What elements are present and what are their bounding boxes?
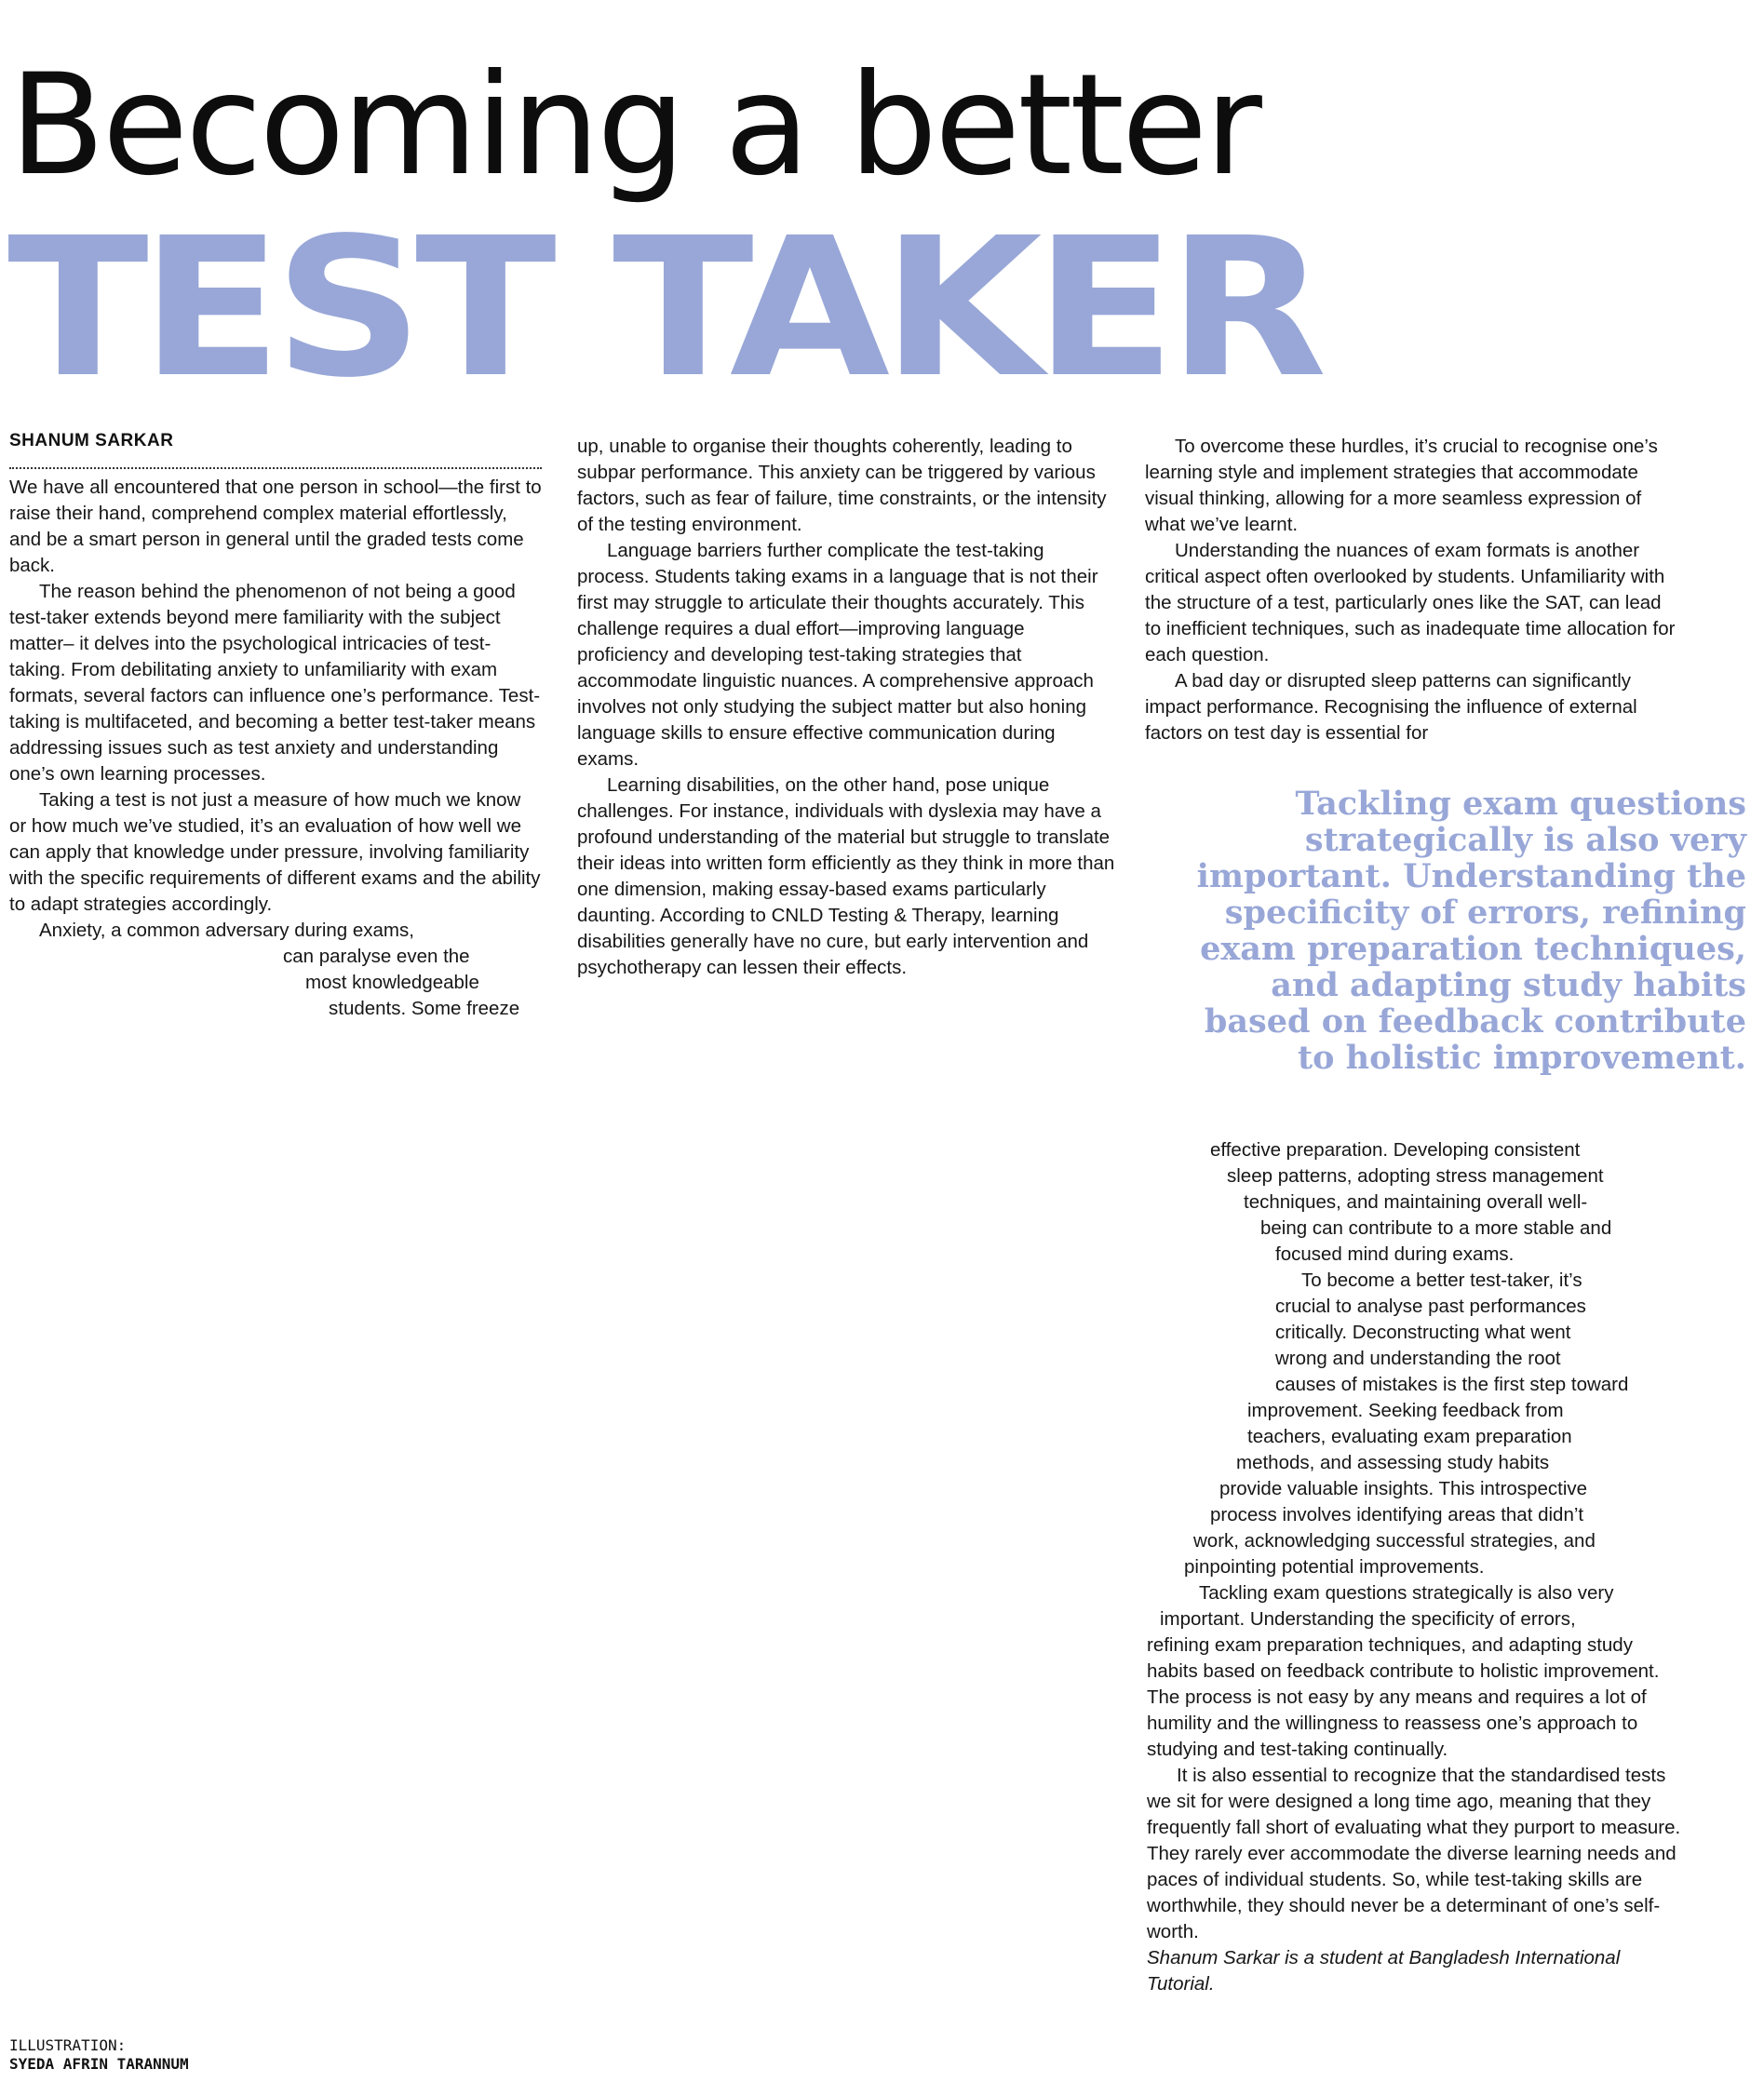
text-line: Tackling exam questions strategically is also very [1199,1582,1614,1604]
pull-quote: Tackling exam questions strategically is also very important. Understanding the specificity of errors, refining exam preparation techniques, and adapting study habits based on feedback contribute to holistic improvement. [1196,785,1746,1077]
text-line: causes of mistakes is the first step toward [1275,1374,1629,1395]
paragraph [1147,1137,1681,1268]
text-line: wrong and understanding the root [1275,1348,1561,1369]
text-line: can paralyse even the [283,946,470,967]
text-line: most knowledgeable [305,972,479,993]
text-line: being can contribute to a more stable and [1260,1217,1612,1239]
text-line: important. Understanding the specificity of errors, [1160,1608,1576,1630]
text-line: crucial to analyse past performances [1275,1296,1586,1317]
text-line: process involves identifying areas that didn’t [1210,1504,1584,1525]
text-line: provide valuable insights. This introspective [1219,1478,1588,1499]
text-line: teachers, evaluating exam preparation [1247,1426,1572,1447]
text-line: To become a better test-taker, it’s [1301,1270,1582,1291]
article-column-1 [9,475,542,1022]
text-line: Anxiety, a common adversary during exams, [39,920,414,941]
text-line: students. Some freeze [329,998,520,1019]
article-column-3-continued [1147,1137,1681,1997]
author-bio: Shanum Sarkar is a student at Bangladesh International Tutorial. [1147,1947,1621,1995]
paragraph: To overcome these hurdles, it’s crucial to recognise one’s learning style and implement strategies that accommodate visual thinking, allowing for a more seamless expression of what we’ve learnt. [1145,436,1658,535]
credit-name: SYEDA AFRIN TARANNUM [9,2055,189,2073]
paragraph: Taking a test is not just a measure of how much we know or how much we’ve studied, it’s an evaluation of how well we can apply that knowledge under pressure, involving familiarity with the specific requirements of different exams and the ability to adapt strategies accordingly. [9,789,541,915]
headline-line-1: Becoming a better [9,45,1259,207]
text-line: pinpointing potential improvements. [1184,1556,1485,1578]
credit-label: ILLUSTRATION: [9,2036,127,2054]
text-line: sleep patterns, adopting stress management [1227,1165,1604,1187]
paragraph: It is also essential to recognize that the standardised tests we sit for were designed a long time ago, meaning that they frequently fall short of evaluating what they purport to measure. They rarely ever accommodate the diverse learning needs and paces of individual students. So, while test-taking skills are worthwhile, they should never be a determinant of one’s self-worth. [1147,1765,1681,1942]
byline-divider [9,467,542,469]
paragraph: We have all encountered that one person in school—the first to raise their hand, comprehend complex material effortlessly, and be a smart person in general until the graded tests come back. [9,477,542,576]
paragraph [9,918,542,1022]
text-line: effective preparation. Developing consistent [1210,1139,1581,1161]
paragraph: Language barriers further complicate the test-taking process. Students taking exams in a language that is not their first may struggle to articulate their thoughts accurately. This challenge requires a dual effort—improving language proficiency and developing test-taking strategies that accommodate linguistic nuances. A comprehensive approach involves not only studying the subject matter but also honing language skills to ensure effective communication during exams. [577,540,1098,770]
paragraph: A bad day or disrupted sleep patterns can significantly impact performance. Recognising the influence of external factors on test day is essential for [1145,670,1637,744]
paragraph [1147,1580,1681,1763]
text-line: refining exam preparation techniques, and adapting study habits based on feedback contribute to holistic improvement. The process is not easy by any means and requires a lot of humility and the willingness to reassess one’s approach to studying and test-taking continually. [1147,1634,1660,1760]
paragraph: Learning disabilities, on the other hand, pose unique challenges. For instance, individuals with dyslexia may have a profound understanding of the material but struggle to translate their ideas into written form efficiently as they think in more than one dimension, making essay-based exams particularly daunting. According to CNLD Testing & Therapy, learning disabilities generally have no cure, but early intervention and psychotherapy can lessen their effects. [577,774,1115,978]
text-line: critically. Deconstructing what went [1275,1322,1571,1343]
paragraph: up, unable to organise their thoughts coherently, leading to subpar performance. This anxiety can be triggered by various factors, such as fear of failure, time constraints, or the intensity of the testing environment. [577,436,1107,535]
paragraph: Understanding the nuances of exam formats is another critical aspect often overlooked by students. Unfamiliarity with the structure of a test, particularly ones like the SAT, can lead to inefficient techniques, such as inadequate time allocation for each question. [1145,540,1676,665]
article-column-2 [577,434,1119,981]
paragraph: The reason behind the phenomenon of not being a good test-taker extends beyond mere familiarity with the subject matter– it delves into the psychological intricacies of test-taking. From debilitating anxiety to unfamiliarity with exam formats, several factors can influence one’s performance. Test-taking is multifaceted, and becoming a better test-taker means addressing issues such as test anxiety and understanding one’s own learning processes. [9,581,541,785]
text-line: techniques, and maintaining overall well- [1244,1191,1588,1213]
article-column-3 [1145,434,1677,746]
text-line: improvement. Seeking feedback from [1247,1400,1564,1421]
text-line: focused mind during exams. [1275,1243,1515,1265]
paragraph [1147,1268,1681,1580]
author-byline: SHANUM SARKAR [9,431,174,450]
illustration-credit [9,2036,189,2074]
text-line: work, acknowledging successful strategies, and [1193,1530,1596,1552]
headline-line-2: TEST TAKER [7,196,1320,420]
text-line: methods, and assessing study habits [1236,1452,1550,1473]
